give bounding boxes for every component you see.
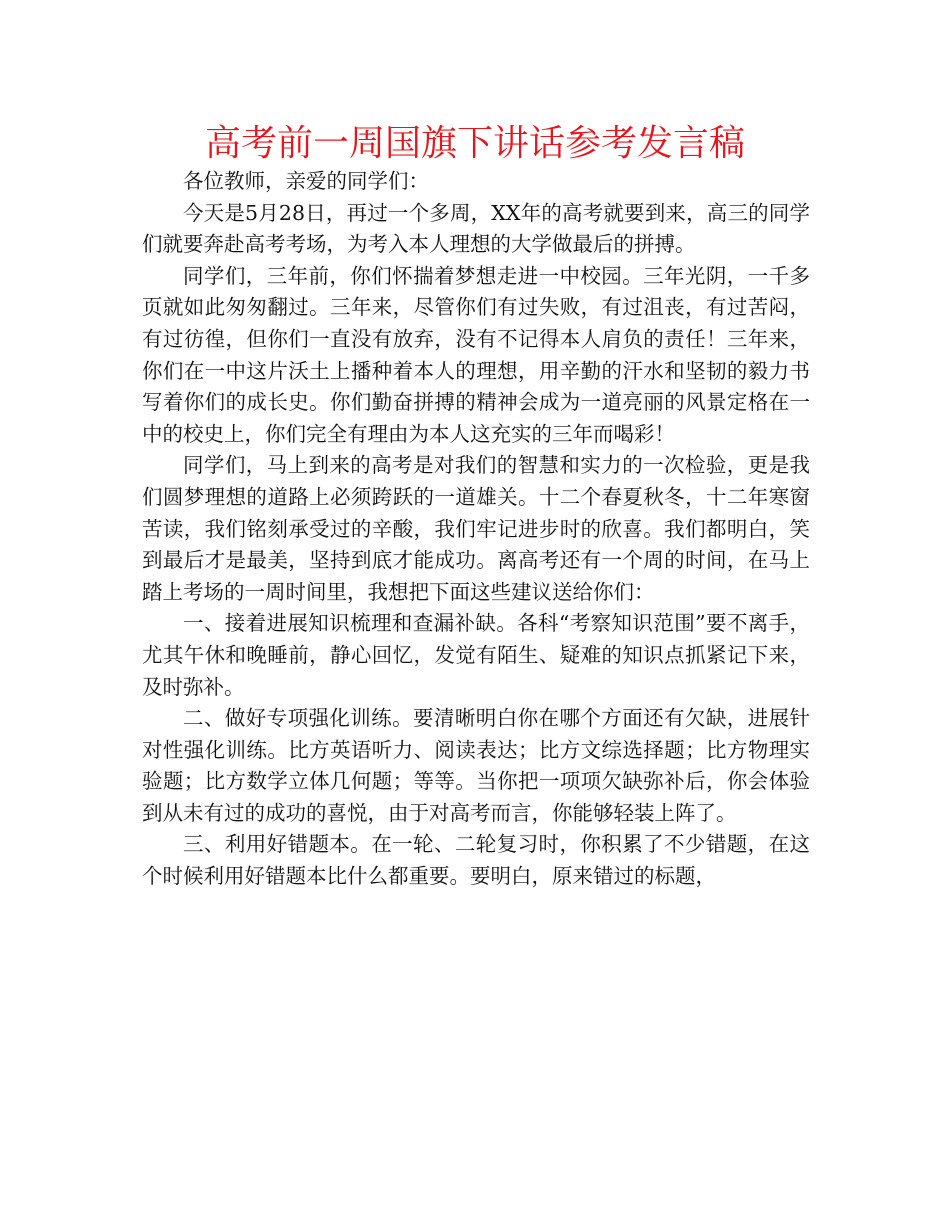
paragraph-suggestion-two: 二、做好专项强化训练。要清晰明白你在哪个方面还有欠缺，进展针对性强化训练。比方英语听力、阅读表达；比方文综选择题；比方物理实验题；比方数学立体几何题；等等。当你把一项项欠缺弥补后，你会体验到从未有过的成功的喜悦，由于对高考而言，你能够轻装上阵了。 (142, 706, 810, 825)
paragraph-suggestion-one: 一、接着进展知识梳理和查漏补缺。各科“考察知识范围”要不离手，尤其午休和晚睡前，静心回忆，发觉有陌生、疑难的知识点抓紧记下来，及时弥补。 (142, 611, 810, 699)
document-body (142, 166, 810, 893)
paragraph-suggestion-three: 三、利用好错题本。在一轮、二轮复习时，你积累了不少错题，在这个时候利用好错题本比什么都重要。要明白，原来错过的标题， (142, 832, 810, 889)
paragraph-greeting: 各位教师，亲爱的同学们： (183, 169, 429, 193)
paragraph-three-years: 同学们，三年前，你们怀揣着梦想走进一中校园。三年光阴，一千多页就如此匆匆翻过。三年来，尽管你们有过失败，有过沮丧，有过苦闷，有过彷徨，但你们一直没有放弃，没有不记得本人肩负的责任！三年来，你们在一中这片沃土上播种着本人的理想，用辛勤的汗水和坚韧的毅力书写着你们的成长史。你们勤奋拼搏的精神会成为一道亮丽的风景定格在一中的校史上，你们完全有理由为本人这充实的三年而喝彩！ (142, 263, 810, 446)
document-title: 高考前一周国旗下讲话参考发言稿 (204, 123, 745, 164)
paragraph-exam-test: 同学们，马上到来的高考是对我们的智慧和实力的一次检验，更是我们圆梦理想的道路上必须跨跃的一道雄关。十二个春夏秋冬，十二年寒窗苦读，我们铭刻承受过的辛酸，我们牢记进步时的欣喜。我们都明白，笑到最后才是最美，坚持到底才能成功。离高考还有一个周的时间，在马上踏上考场的一周时间里，我想把下面这些建议送给你们： (142, 453, 810, 604)
paragraph-intro: 今天是5月28日，再过一个多周，XX年的高考就要到来，高三的同学们就要奔赴高考考场，为考入本人理想的大学做最后的拼搏。 (142, 200, 810, 257)
